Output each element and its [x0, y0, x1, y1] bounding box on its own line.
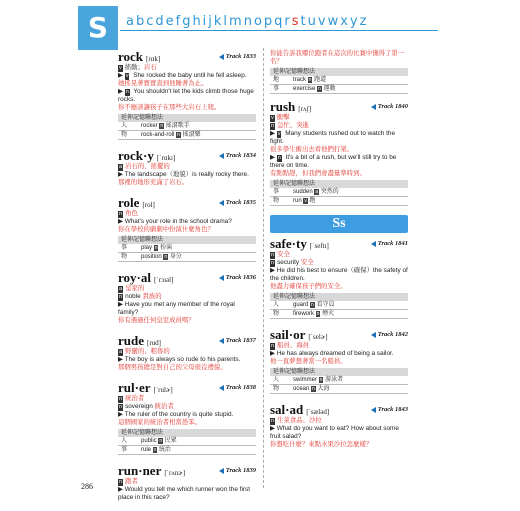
example-en: ▶ The boy is always so rude to his parents.	[118, 356, 241, 363]
pos-tag: n	[318, 86, 321, 92]
example-cn: 那裡的地形充滿了岩石。	[118, 179, 189, 186]
example-cn: 很多學生衝出去看他們打架。	[270, 146, 354, 153]
speaker-icon	[219, 275, 224, 281]
headword-line	[118, 50, 256, 64]
row-word: run v 跑	[290, 197, 408, 206]
pos-tag: n	[271, 418, 275, 424]
dictionary-entry	[118, 196, 256, 262]
pos-tag: n	[119, 294, 123, 300]
headword: safe·ty	[270, 236, 307, 251]
pos-tag: n	[311, 302, 314, 308]
audio-track: Track 1836	[219, 274, 256, 282]
definition	[118, 163, 256, 171]
definition: v 搖動；岩石	[119, 64, 157, 71]
table-row	[270, 376, 408, 385]
row-word: ocean n 大海	[290, 385, 408, 394]
definition: n security 安全	[271, 259, 314, 266]
row-category: 人	[270, 376, 290, 385]
definition-cn: 統治者	[154, 403, 174, 410]
audio-track: Track 1843	[371, 406, 408, 414]
row-word: play n 扮演	[138, 244, 256, 253]
pos-tag: n	[277, 155, 281, 161]
example-cn: 他一直夢想著當一名船員。	[270, 358, 347, 365]
headword: sal·ad	[270, 402, 304, 417]
pos-tag: n	[316, 311, 320, 317]
row-category: 物	[270, 197, 290, 206]
audio-track: Track 1834	[219, 152, 256, 160]
headword-line	[270, 237, 408, 251]
definition-cn: 急忙、突進	[277, 122, 310, 129]
headword: rul·er	[118, 380, 151, 395]
headword-line	[118, 271, 256, 285]
pos-tag: v	[153, 447, 157, 453]
pronunciation: [ˈrɔɪəl]	[153, 276, 174, 284]
pronunciation: [ˈsæləd]	[306, 408, 330, 416]
row-category: 事	[118, 446, 138, 455]
row-category: 事	[118, 244, 138, 253]
pos-tag: n	[271, 252, 275, 258]
definition-cn: 岩石	[143, 64, 157, 71]
pronunciation: [ˈseftɪ]	[309, 242, 329, 250]
row-category: 人	[270, 301, 290, 310]
headword: roy·al	[118, 270, 151, 285]
alphabet-index	[126, 14, 368, 29]
definition-cn: 角色	[125, 210, 138, 217]
table-row	[270, 197, 408, 206]
table-row	[118, 446, 256, 455]
pos-tag: n	[119, 404, 123, 410]
row-word: position n 身分	[138, 253, 256, 262]
pos-tag: v	[271, 115, 274, 121]
association-table	[118, 114, 256, 140]
pos-tag: n	[271, 260, 275, 266]
dictionary-entry	[270, 100, 408, 206]
definition-cn: 統治者	[125, 395, 145, 402]
pos-tag: v	[304, 198, 307, 204]
letter-band: Ss	[270, 215, 408, 233]
association-table	[118, 236, 256, 262]
row-category: 人	[118, 437, 138, 446]
audio-track: Track 1840	[371, 103, 408, 111]
dictionary-entry	[118, 381, 256, 455]
definition	[118, 478, 256, 486]
pronunciation: [rud]	[147, 339, 161, 347]
dictionary-entry	[270, 328, 408, 394]
pos-tag: n	[119, 211, 123, 217]
example-en: ▶ The landscape（地貌）is really rocky there.	[118, 171, 249, 178]
headword-line	[118, 149, 256, 163]
pos-tag: n	[177, 132, 180, 138]
table-row	[270, 188, 408, 197]
speaker-icon	[371, 104, 376, 110]
table-row	[118, 244, 256, 253]
table-row	[118, 253, 256, 262]
pos-tag: a	[315, 189, 319, 195]
definition-cn: 岩石的、搖擺的	[125, 163, 170, 170]
definition-cn: 安全	[277, 251, 290, 258]
speaker-icon	[219, 468, 224, 474]
definition	[270, 342, 408, 350]
table-header: 延伸記憶聯想法	[270, 68, 408, 76]
speaker-icon	[219, 200, 224, 206]
pos-tag: n	[119, 396, 123, 402]
row-category: 事	[270, 188, 290, 197]
association-table	[270, 368, 408, 394]
audio-track: Track 1838	[219, 384, 256, 392]
row-word: firework n 煙火	[290, 310, 408, 319]
pos-tag: n	[125, 89, 129, 95]
headword-line	[118, 334, 256, 348]
pos-tag: a	[119, 349, 123, 355]
pos-tag: a	[119, 164, 123, 170]
association-table	[270, 68, 408, 94]
row-word: rock-and-roll n 搖滾樂	[138, 131, 256, 140]
row-word: guard n 看守員	[290, 301, 408, 310]
audio-track: Track 1837	[219, 337, 256, 345]
row-category: 地	[270, 76, 290, 85]
definition-cn: 衝擊	[276, 114, 290, 121]
association-table	[270, 293, 408, 319]
table-row	[270, 385, 408, 394]
table-header: 延伸記憶聯想法	[270, 368, 408, 376]
pos-tag: n	[319, 377, 323, 383]
dictionary-entry	[118, 50, 256, 140]
pos-tag: n	[160, 123, 164, 129]
definition-cn: 生菜食品、沙拉	[277, 417, 322, 424]
table-row	[270, 76, 408, 85]
example-en: ▶ What do you want to eat? How about some fruit salad?	[270, 425, 399, 440]
definition	[270, 122, 408, 130]
definition	[118, 285, 256, 293]
example-cn: 那個男孩總是對自己的父母很沒禮貌。	[118, 364, 227, 371]
pronunciation: [ˈrʌnɚ]	[164, 469, 186, 477]
speaker-icon	[371, 332, 376, 338]
headword-line	[270, 100, 408, 114]
headword-line	[118, 196, 256, 210]
pos-tag: a	[119, 286, 123, 292]
dictionary-entry	[118, 464, 256, 502]
example-cn: 她搖晃著寶寶直到他睡著為止。	[118, 80, 208, 87]
table-row	[118, 131, 256, 140]
pos-tag: n	[154, 245, 158, 251]
definition	[118, 395, 256, 403]
speaker-icon	[219, 153, 224, 159]
pos-tag: n	[159, 438, 163, 444]
definition-cn: 船員、海員	[277, 342, 310, 349]
row-word: public n 民眾	[138, 437, 256, 446]
definition-cn: 貴族的	[142, 293, 162, 300]
headword: sail·or	[270, 327, 306, 342]
example-en: ▶ Would you tell me which runner won the first place in this race?	[118, 486, 250, 501]
row-word: swimmer n 游泳者	[290, 376, 408, 385]
alphabet-before: abcdefghijklmnopqr	[126, 14, 292, 29]
row-word: track n 跑道	[290, 76, 408, 85]
definition	[270, 417, 408, 425]
pos-tag: n	[164, 254, 168, 260]
left-column	[118, 50, 256, 511]
alphabet-current: s	[291, 14, 301, 29]
pronunciation: [rʌʃ]	[298, 105, 312, 113]
continued-translation: 你能告訴我哪位跑者在這次的比賽中獲得了第一名？	[270, 50, 405, 65]
column-divider	[263, 48, 264, 488]
table-row	[270, 85, 408, 94]
row-word: exercise n 運動	[290, 85, 408, 94]
table-header: 延伸記憶聯想法	[118, 236, 256, 244]
example-cn: 你不應該讓孩子在那些大岩石上爬。	[118, 104, 221, 111]
definition-cn: 跑者	[125, 478, 138, 485]
headword-line	[118, 381, 256, 395]
headword-line	[270, 403, 408, 417]
row-word: sudden a 突然的	[290, 188, 408, 197]
row-category: 物	[270, 385, 290, 394]
audio-track: Track 1833	[219, 53, 256, 61]
example-en: ▶ He has always dreamed of being a sailor.	[270, 350, 394, 357]
dictionary-entry	[118, 271, 256, 325]
row-word: rocker n 搖滾歌手	[138, 122, 256, 131]
example-en: ▶ v She rocked the baby until he fell asleep.	[118, 72, 247, 79]
row-category: 物	[270, 310, 290, 319]
pronunciation: [ˈrɑkɪ]	[156, 154, 176, 162]
headword: role	[118, 195, 140, 210]
pos-tag: n	[271, 123, 275, 129]
definition-cn: 野蠻的、粗魯的	[125, 348, 170, 355]
table-row	[118, 437, 256, 446]
table-header: 延伸記憶聯想法	[270, 293, 408, 301]
example-cn: 他盡力確保孩子們的安全。	[270, 283, 347, 290]
audio-track: Track 1835	[219, 199, 256, 207]
example-cn: 你在學校的劇劇中扮演什麼角色？	[118, 226, 214, 233]
alphabet-after: tuvwxyz	[300, 14, 369, 29]
definition-cn: 安全	[300, 259, 314, 266]
headword: run·ner	[118, 463, 162, 478]
section-tab: S	[78, 6, 118, 50]
table-row	[270, 301, 408, 310]
pos-tag: n	[312, 386, 315, 392]
dictionary-entry	[270, 403, 408, 449]
pronunciation: [ˈselɚ]	[308, 333, 328, 341]
definition: n noble 貴族的	[119, 293, 162, 300]
pronunciation: [rol]	[142, 201, 155, 209]
table-header: 延伸記憶聯想法	[270, 180, 408, 188]
headword: rude	[118, 333, 144, 348]
definition	[118, 348, 256, 356]
pos-tag: n	[119, 479, 123, 485]
example-en: ▶ Have you met any member of the royal family?	[118, 301, 235, 316]
right-column	[270, 50, 408, 458]
speaker-icon	[219, 385, 224, 391]
example-cn: 你有遇過任何皇室成員嗎？	[118, 317, 195, 324]
dictionary-entry	[270, 237, 408, 319]
definition	[270, 251, 408, 259]
dictionary-entry	[118, 149, 256, 187]
pos-tag: v	[125, 73, 129, 79]
pos-tag: n	[308, 77, 312, 83]
audio-track: Track 1841	[371, 240, 408, 248]
pos-tag: v	[119, 65, 122, 71]
page-number: 286	[81, 482, 93, 491]
example-cn: 這個國家的統治者相當愚笨。	[118, 419, 202, 426]
pos-tag: v	[277, 131, 281, 137]
speaker-icon	[371, 241, 376, 247]
definition	[118, 210, 256, 218]
definition: n sovereign 統治者	[119, 403, 174, 410]
speaker-icon	[219, 338, 224, 344]
pos-tag: n	[271, 343, 275, 349]
example-cn: 有點點趕，但我們會盡量準時到。	[270, 170, 366, 177]
header-rule	[120, 30, 438, 31]
pronunciation: [ˈrulɚ]	[153, 386, 173, 394]
headword: rock·y	[118, 148, 154, 163]
row-category: 事	[270, 85, 290, 94]
headword-line	[118, 464, 256, 478]
dictionary-entry	[118, 334, 256, 372]
pronunciation: [rɑk]	[146, 55, 161, 63]
row-category: 人	[118, 122, 138, 131]
row-word: rule v 統治	[138, 446, 256, 455]
example-en: ▶ n It's a bit of a rush, but we'll still try to be there on time.	[270, 154, 397, 169]
row-category: 物	[118, 253, 138, 262]
headword-line	[270, 328, 408, 342]
association-table	[270, 180, 408, 206]
association-table	[118, 429, 256, 455]
example-en: ▶ He did his best to ensure（確保）the safety of the children.	[270, 267, 408, 282]
headword: rush	[270, 99, 296, 114]
speaker-icon	[219, 54, 224, 60]
table-row	[118, 122, 256, 131]
headword: rock	[118, 49, 144, 64]
example-cn: 你想吃什麼？來點水果沙拉怎麼樣？	[270, 441, 373, 448]
audio-track: Track 1842	[371, 331, 408, 339]
example-en: ▶ n You shouldn't let the kids climb those huge rocks.	[118, 88, 254, 103]
row-category: 物	[118, 131, 138, 140]
example-en: ▶ v Many students rushed out to watch the fight.	[270, 130, 395, 145]
audio-track: Track 1839	[219, 467, 256, 475]
definition	[270, 114, 408, 122]
table-row	[270, 310, 408, 319]
example-en: ▶ The ruler of the country is quite stupid.	[118, 411, 234, 418]
definition-cn: 皇家的	[125, 285, 145, 292]
example-en: ▶ What's your role in the school drama?	[118, 218, 232, 225]
table-header: 延伸記憶聯想法	[118, 114, 256, 122]
table-header: 延伸記憶聯想法	[118, 429, 256, 437]
speaker-icon	[371, 407, 376, 413]
